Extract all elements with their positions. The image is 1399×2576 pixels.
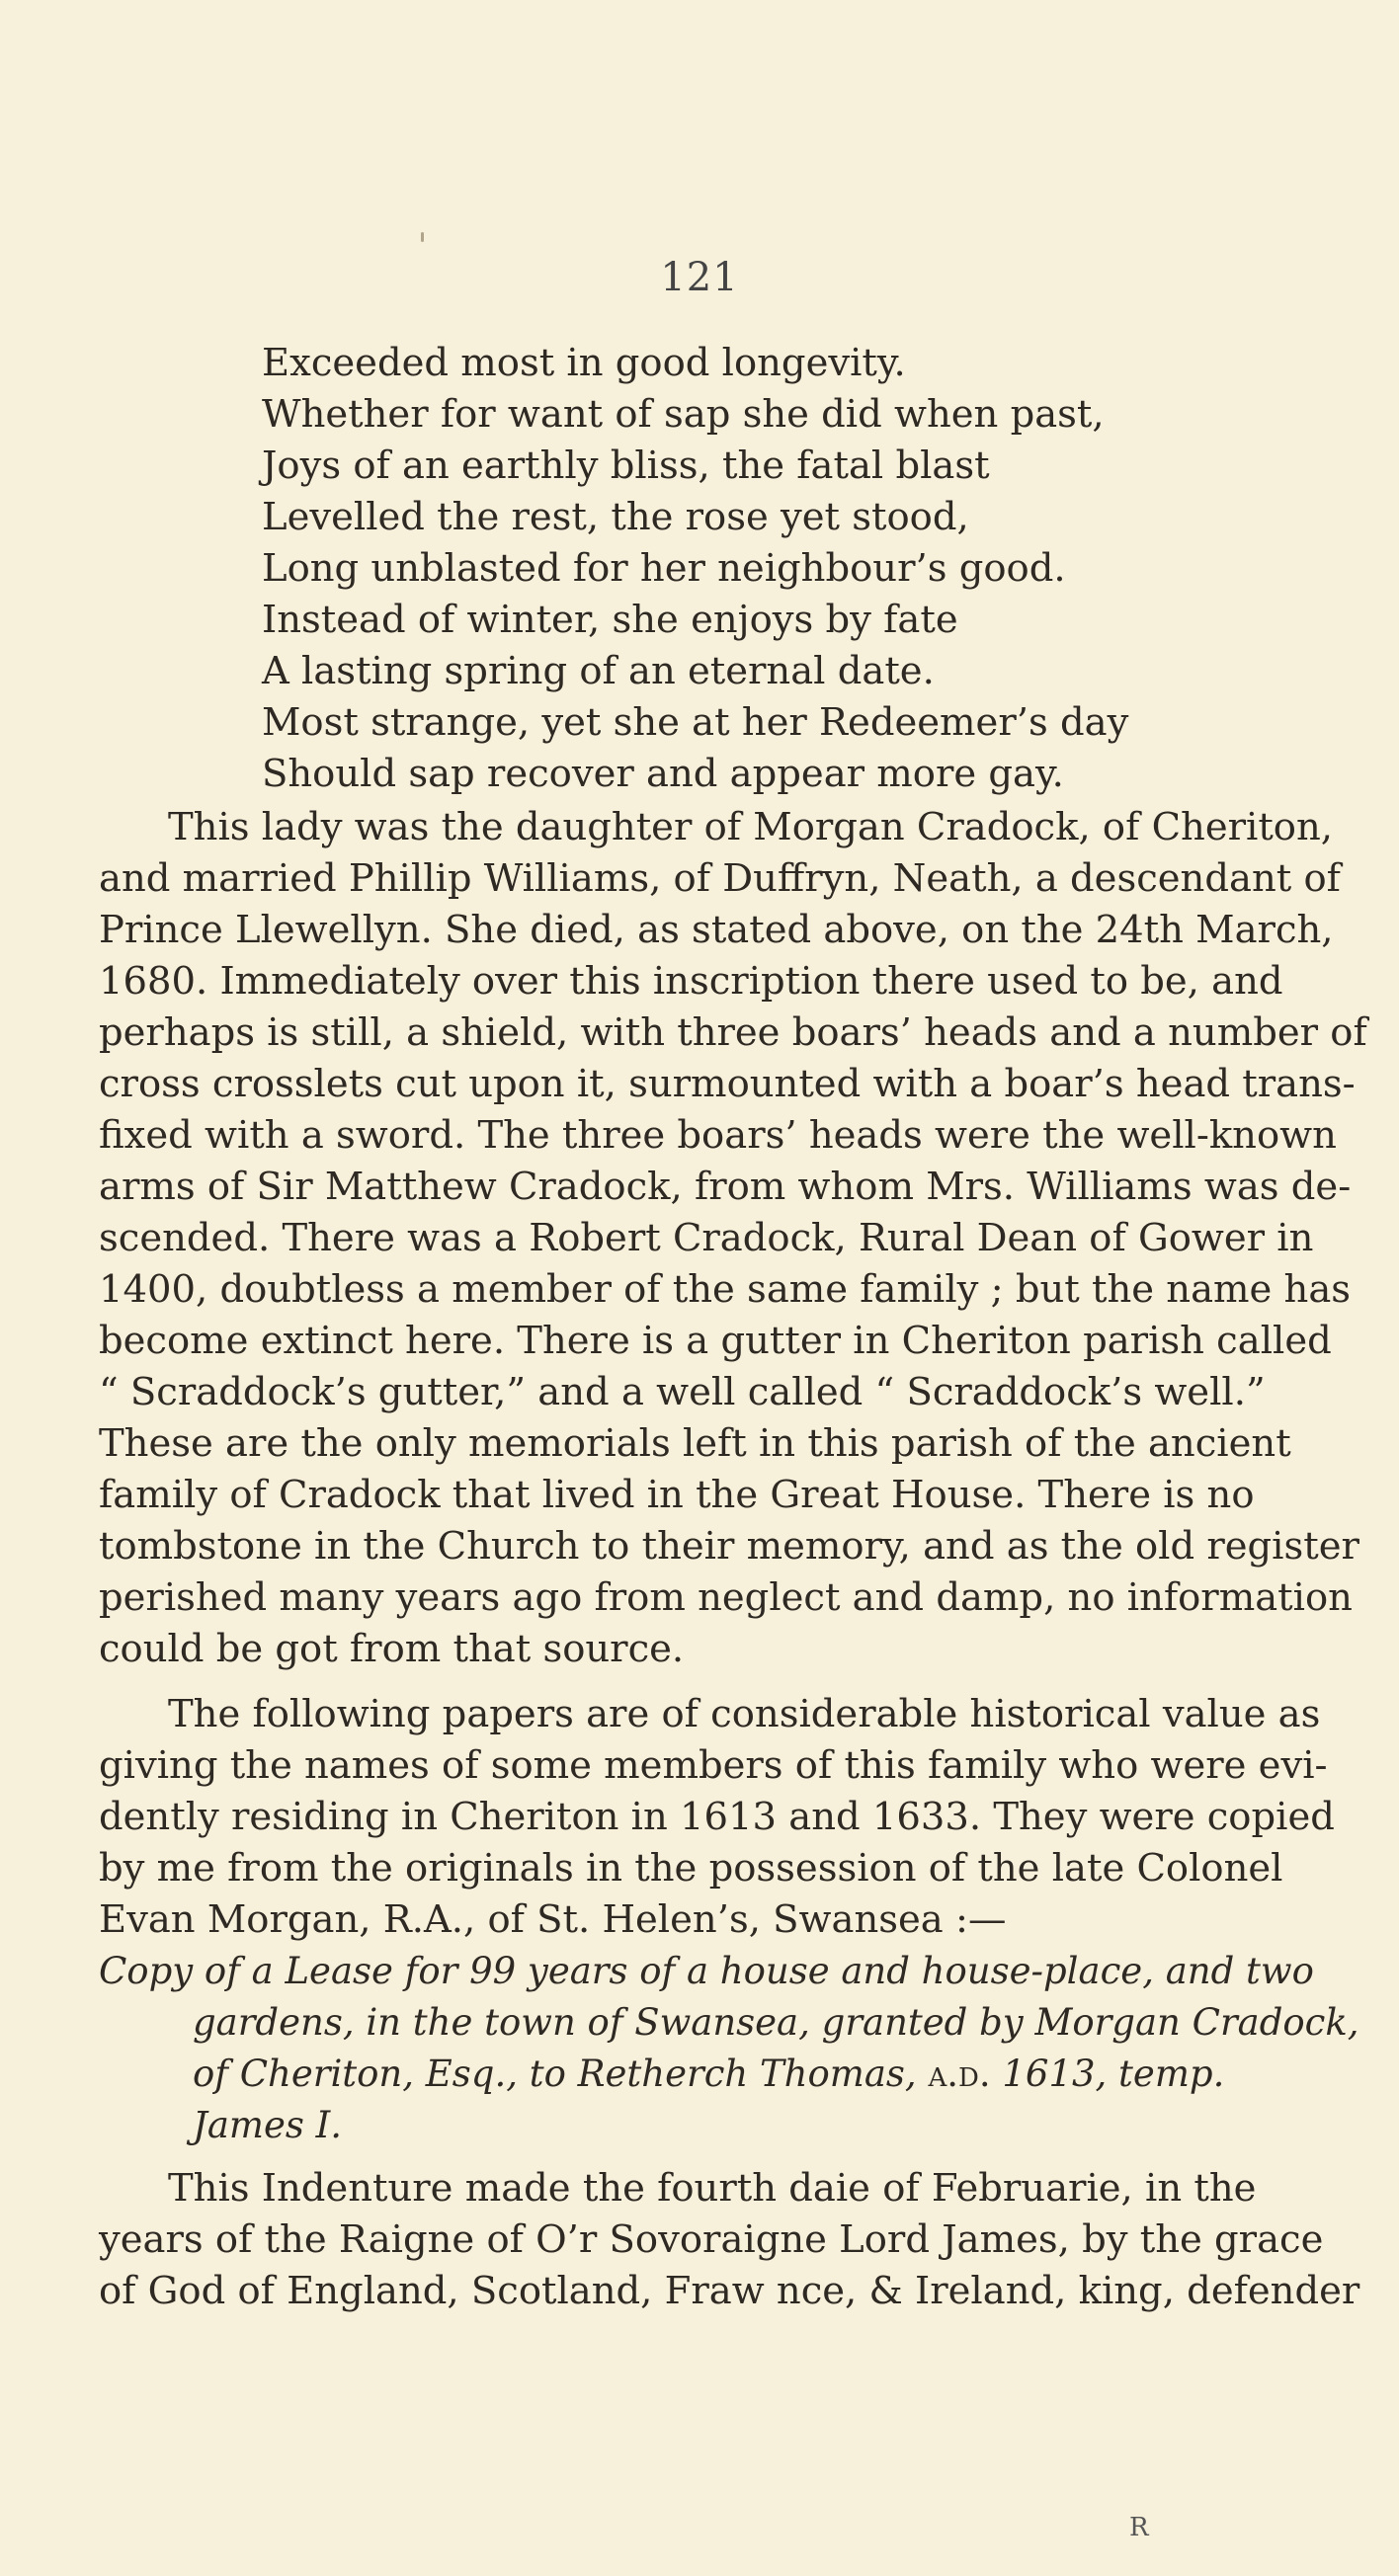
signature-mark: R	[1129, 2513, 1149, 2542]
paragraph-line: family of Cradock that lived in the Great House. There is no	[99, 1473, 1255, 1517]
verse-line: Instead of winter, she enjoys by fate	[262, 598, 958, 642]
lease-heading-text: 1613, temp.	[990, 2053, 1225, 2095]
lease-heading-text: of Cheriton, Esq., to Retherch Thomas,	[193, 2053, 929, 2095]
paragraph-line: by me from the originals in the possession of the late Colonel	[99, 1846, 1283, 1891]
verse-line: Joys of an earthly bliss, the fatal blast	[262, 443, 990, 488]
verse-line: Most strange, yet she at her Redeemer’s day	[262, 700, 1129, 745]
paragraph-line: 1400, doubtless a member of the same family ; but the name has	[99, 1267, 1352, 1312]
paragraph-line: could be got from that source.	[99, 1627, 685, 1671]
paragraph-line: perhaps is still, a shield, with three boars’ heads and a number of	[99, 1010, 1367, 1055]
paragraph-line: Evan Morgan, R.A., of St. Helen’s, Swansea :—	[99, 1897, 1007, 1942]
lease-heading-line: gardens, in the town of Swansea, granted by Morgan Cradock,	[193, 2001, 1359, 2044]
verse-line: Should sap recover and appear more gay.	[262, 752, 1064, 796]
verse-line: Exceeded most in good longevity.	[262, 341, 906, 385]
paragraph-line: Prince Llewellyn. She died, as stated above, on the 24th March,	[99, 908, 1334, 952]
paragraph-line: scended. There was a Robert Cradock, Rural Dean of Gower in	[99, 1216, 1314, 1260]
paragraph-line: This lady was the daughter of Morgan Cradock, of Cheriton,	[168, 805, 1334, 849]
verse-line: Levelled the rest, the rose yet stood,	[262, 495, 969, 539]
paragraph-line: of God of England, Scotland, Fraw nce, & Ireland, king, defender	[99, 2269, 1360, 2313]
paragraph-line: dently residing in Cheriton in 1613 and 1633. They were copied	[99, 1795, 1335, 1839]
lease-heading-line	[193, 2049, 1224, 2100]
paragraph-line: 1680. Immediately over this inscription there used to be, and	[99, 959, 1283, 1004]
anno-domini: a.d.	[928, 2053, 991, 2095]
verse-line: Long unblasted for her neighbour’s good.	[262, 546, 1066, 591]
paragraph-line: This Indenture made the fourth daie of Februarie, in the	[168, 2166, 1257, 2211]
verse-line: A lasting spring of an eternal date.	[262, 649, 935, 693]
paragraph-line: tombstone in the Church to their memory, and as the old register	[99, 1524, 1359, 1569]
paragraph-line: years of the Raigne of O’r Sovoraigne Lord James, by the grace	[99, 2217, 1324, 2262]
lease-heading-line: Copy of a Lease for 99 years of a house and house-place, and two	[99, 1950, 1314, 1992]
paragraph-line: fixed with a sword. The three boars’ heads were the well-known	[99, 1113, 1337, 1158]
paragraph-line: arms of Sir Matthew Cradock, from whom Mrs. Williams was de-	[99, 1165, 1352, 1209]
paragraph-line: and married Phillip Williams, of Duffryn, Neath, a descendant of	[99, 856, 1341, 901]
ink-smudge	[421, 232, 424, 242]
paragraph-line: giving the names of some members of this family who were evi-	[99, 1743, 1328, 1788]
page-number: 121	[660, 255, 739, 300]
paragraph-line: The following papers are of considerable historical value as	[168, 1692, 1321, 1736]
paragraph-line: become extinct here. There is a gutter in Cheriton parish called	[99, 1319, 1332, 1363]
paragraph-line: cross crosslets cut upon it, surmounted with a boar’s head trans-	[99, 1062, 1356, 1106]
paragraph-line: “ Scraddock’s gutter,” and a well called “ Scraddock’s well.”	[99, 1370, 1266, 1414]
lease-heading-line: James I.	[193, 2104, 342, 2146]
paragraph-line: perished many years ago from neglect and damp, no information	[99, 1575, 1353, 1620]
verse-line: Whether for want of sap she did when past,	[262, 392, 1105, 437]
paragraph-line: These are the only memorials left in this parish of the ancient	[99, 1421, 1291, 1466]
